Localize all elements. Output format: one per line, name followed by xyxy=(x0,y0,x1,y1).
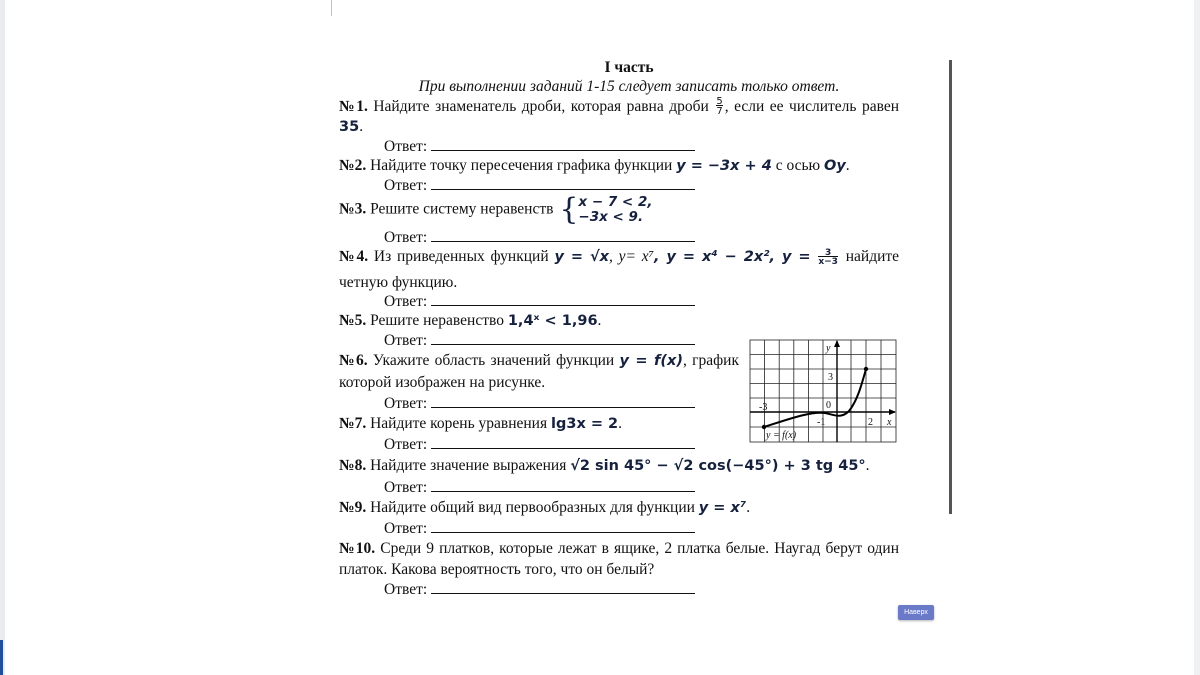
task-3 xyxy=(339,192,899,228)
task-text: с осью xyxy=(775,157,821,175)
right-page-edge xyxy=(1194,0,1200,675)
answer-blank[interactable] xyxy=(431,519,695,533)
left-accent-strip xyxy=(0,640,3,675)
curve-endpoint-right xyxy=(864,367,868,371)
task-formula: y = −3x + 4 xyxy=(676,158,772,175)
x-tick-2: 2 xyxy=(868,417,873,428)
task-number: №6. xyxy=(339,352,368,370)
task-number: №9. xyxy=(339,499,367,517)
answer-label: Ответ: xyxy=(384,436,428,454)
y-axis-arrow xyxy=(834,340,840,347)
task-9 xyxy=(339,497,899,519)
x-tick-neg3: -3 xyxy=(759,402,768,413)
task-formula: y = f(x) xyxy=(619,353,683,370)
task-text: Решите систему неравенств xyxy=(370,201,554,218)
answer-label: Ответ: xyxy=(384,229,428,247)
task-number: №5. xyxy=(339,312,367,330)
fraction xyxy=(716,97,722,117)
task-text: Укажите область значений функции xyxy=(372,352,615,370)
task-text: Найдите общий вид первообразных для функции xyxy=(370,499,695,517)
axis-name: Oy xyxy=(824,158,846,175)
fraction-denominator: 7 xyxy=(716,106,723,118)
task-number: №1. xyxy=(339,98,368,115)
task-value: 35 xyxy=(339,119,360,136)
answer-blank[interactable] xyxy=(431,228,695,242)
left-page-edge xyxy=(0,0,5,675)
task-number: №4. xyxy=(339,248,369,266)
task-number: №7. xyxy=(339,415,367,433)
system-row-2: −3x < 9. xyxy=(578,209,644,226)
answer-row-8 xyxy=(384,478,899,497)
function-rational: , y = xyxy=(769,249,811,266)
task-6 xyxy=(339,350,739,394)
inequality-system xyxy=(559,192,653,228)
section-title: I часть xyxy=(604,59,654,76)
fraction-numerator: 3 xyxy=(825,247,832,258)
scroll-to-top-button[interactable]: Наверх xyxy=(898,605,934,620)
task-text: Найдите знаменатель дроби, которая равна дроби xyxy=(373,98,709,115)
task-2 xyxy=(339,156,899,176)
task-10 xyxy=(339,538,899,580)
task-text: , график которой изображен на рисунке. xyxy=(339,352,739,392)
answer-label: Ответ: xyxy=(384,395,428,413)
answer-blank[interactable] xyxy=(431,176,695,190)
curve-label: y = f(x) xyxy=(766,430,797,441)
answer-label: Ответ: xyxy=(384,138,428,156)
task-text: . xyxy=(845,157,850,175)
task-number: №10. xyxy=(339,540,376,558)
worksheet xyxy=(339,58,899,599)
fraction xyxy=(818,249,838,267)
x-axis-label: x xyxy=(887,417,892,428)
answer-blank[interactable] xyxy=(431,331,695,345)
answer-label: Ответ: xyxy=(384,520,428,538)
task-text: . xyxy=(618,415,623,433)
task-formula: 1,4ˣ < 1,96 xyxy=(507,313,598,330)
x-axis-arrow xyxy=(889,409,896,415)
function-sqrt: y = √x xyxy=(554,249,609,266)
top-divider xyxy=(331,0,332,16)
task-text: Из приведенных функций xyxy=(373,248,549,266)
answer-row-1 xyxy=(384,137,899,156)
task-text: . xyxy=(746,499,751,517)
function-graph xyxy=(749,339,897,443)
task-number: №2. xyxy=(339,157,367,175)
page-border-line xyxy=(949,60,952,514)
answer-label: Ответ: xyxy=(384,479,428,497)
function-power: , y= x⁷ xyxy=(608,248,655,266)
task-1 xyxy=(339,97,899,137)
task-text: Найдите корень уравнения xyxy=(370,415,548,433)
fraction-numerator: 5 xyxy=(716,96,723,108)
task-text: . xyxy=(597,312,602,330)
answer-label: Ответ: xyxy=(384,332,428,350)
answer-blank[interactable] xyxy=(431,580,695,594)
system-brace: { xyxy=(559,192,579,228)
task-text: , если ее числитель равен xyxy=(724,98,900,115)
answer-row-2 xyxy=(384,176,899,195)
curve-endpoint-left xyxy=(762,425,766,429)
answer-row-4 xyxy=(384,292,899,311)
x-tick-neg1: -1 xyxy=(817,417,826,428)
task-text: Найдите точку пересечения графика функции xyxy=(370,157,673,175)
task-5 xyxy=(339,311,899,331)
answer-row-9 xyxy=(384,519,899,538)
y-tick-3: 3 xyxy=(828,372,833,383)
task-8 xyxy=(339,454,899,478)
task-text: . xyxy=(865,457,870,475)
answer-label: Ответ: xyxy=(384,581,428,599)
origin-label: 0 xyxy=(826,400,831,411)
system-row-1: x − 7 < 2, xyxy=(578,194,653,211)
task-number: №3. xyxy=(339,201,367,218)
task-formula: √2 sin 45° − √2 cos(−45°) + 3 tg 45° xyxy=(570,458,866,475)
answer-blank[interactable] xyxy=(431,137,695,151)
answer-label: Ответ: xyxy=(384,293,428,311)
task-text: Решите неравенство xyxy=(370,312,504,330)
y-axis-label: y xyxy=(826,343,831,354)
task-formula: y = x⁷ xyxy=(698,500,747,517)
fraction-denominator: x−3 xyxy=(818,256,838,267)
task-text: найдите четную функцию. xyxy=(339,248,900,292)
answer-blank[interactable] xyxy=(431,394,695,408)
answer-blank[interactable] xyxy=(431,435,695,449)
section-instruction: При выполнении заданий 1-15 следует записать только ответ. xyxy=(418,78,840,95)
task-text: Среди 9 платков, которые лежат в ящике, 2 платка белые. Наугад берут один платок. Какова вероятность того, что он белый? xyxy=(339,540,900,579)
task-text: . xyxy=(359,118,364,136)
task-4 xyxy=(339,244,899,296)
answer-blank[interactable] xyxy=(431,292,695,306)
answer-blank[interactable] xyxy=(431,478,695,492)
answer-label: Ответ: xyxy=(384,177,428,195)
answer-row-10 xyxy=(384,580,899,599)
task-number: №8. xyxy=(339,457,367,475)
task-text: Найдите значение выражения xyxy=(370,457,567,475)
function-poly: , y = x⁴ − 2x² xyxy=(654,249,770,266)
task-formula: lg3x = 2 xyxy=(551,416,619,433)
